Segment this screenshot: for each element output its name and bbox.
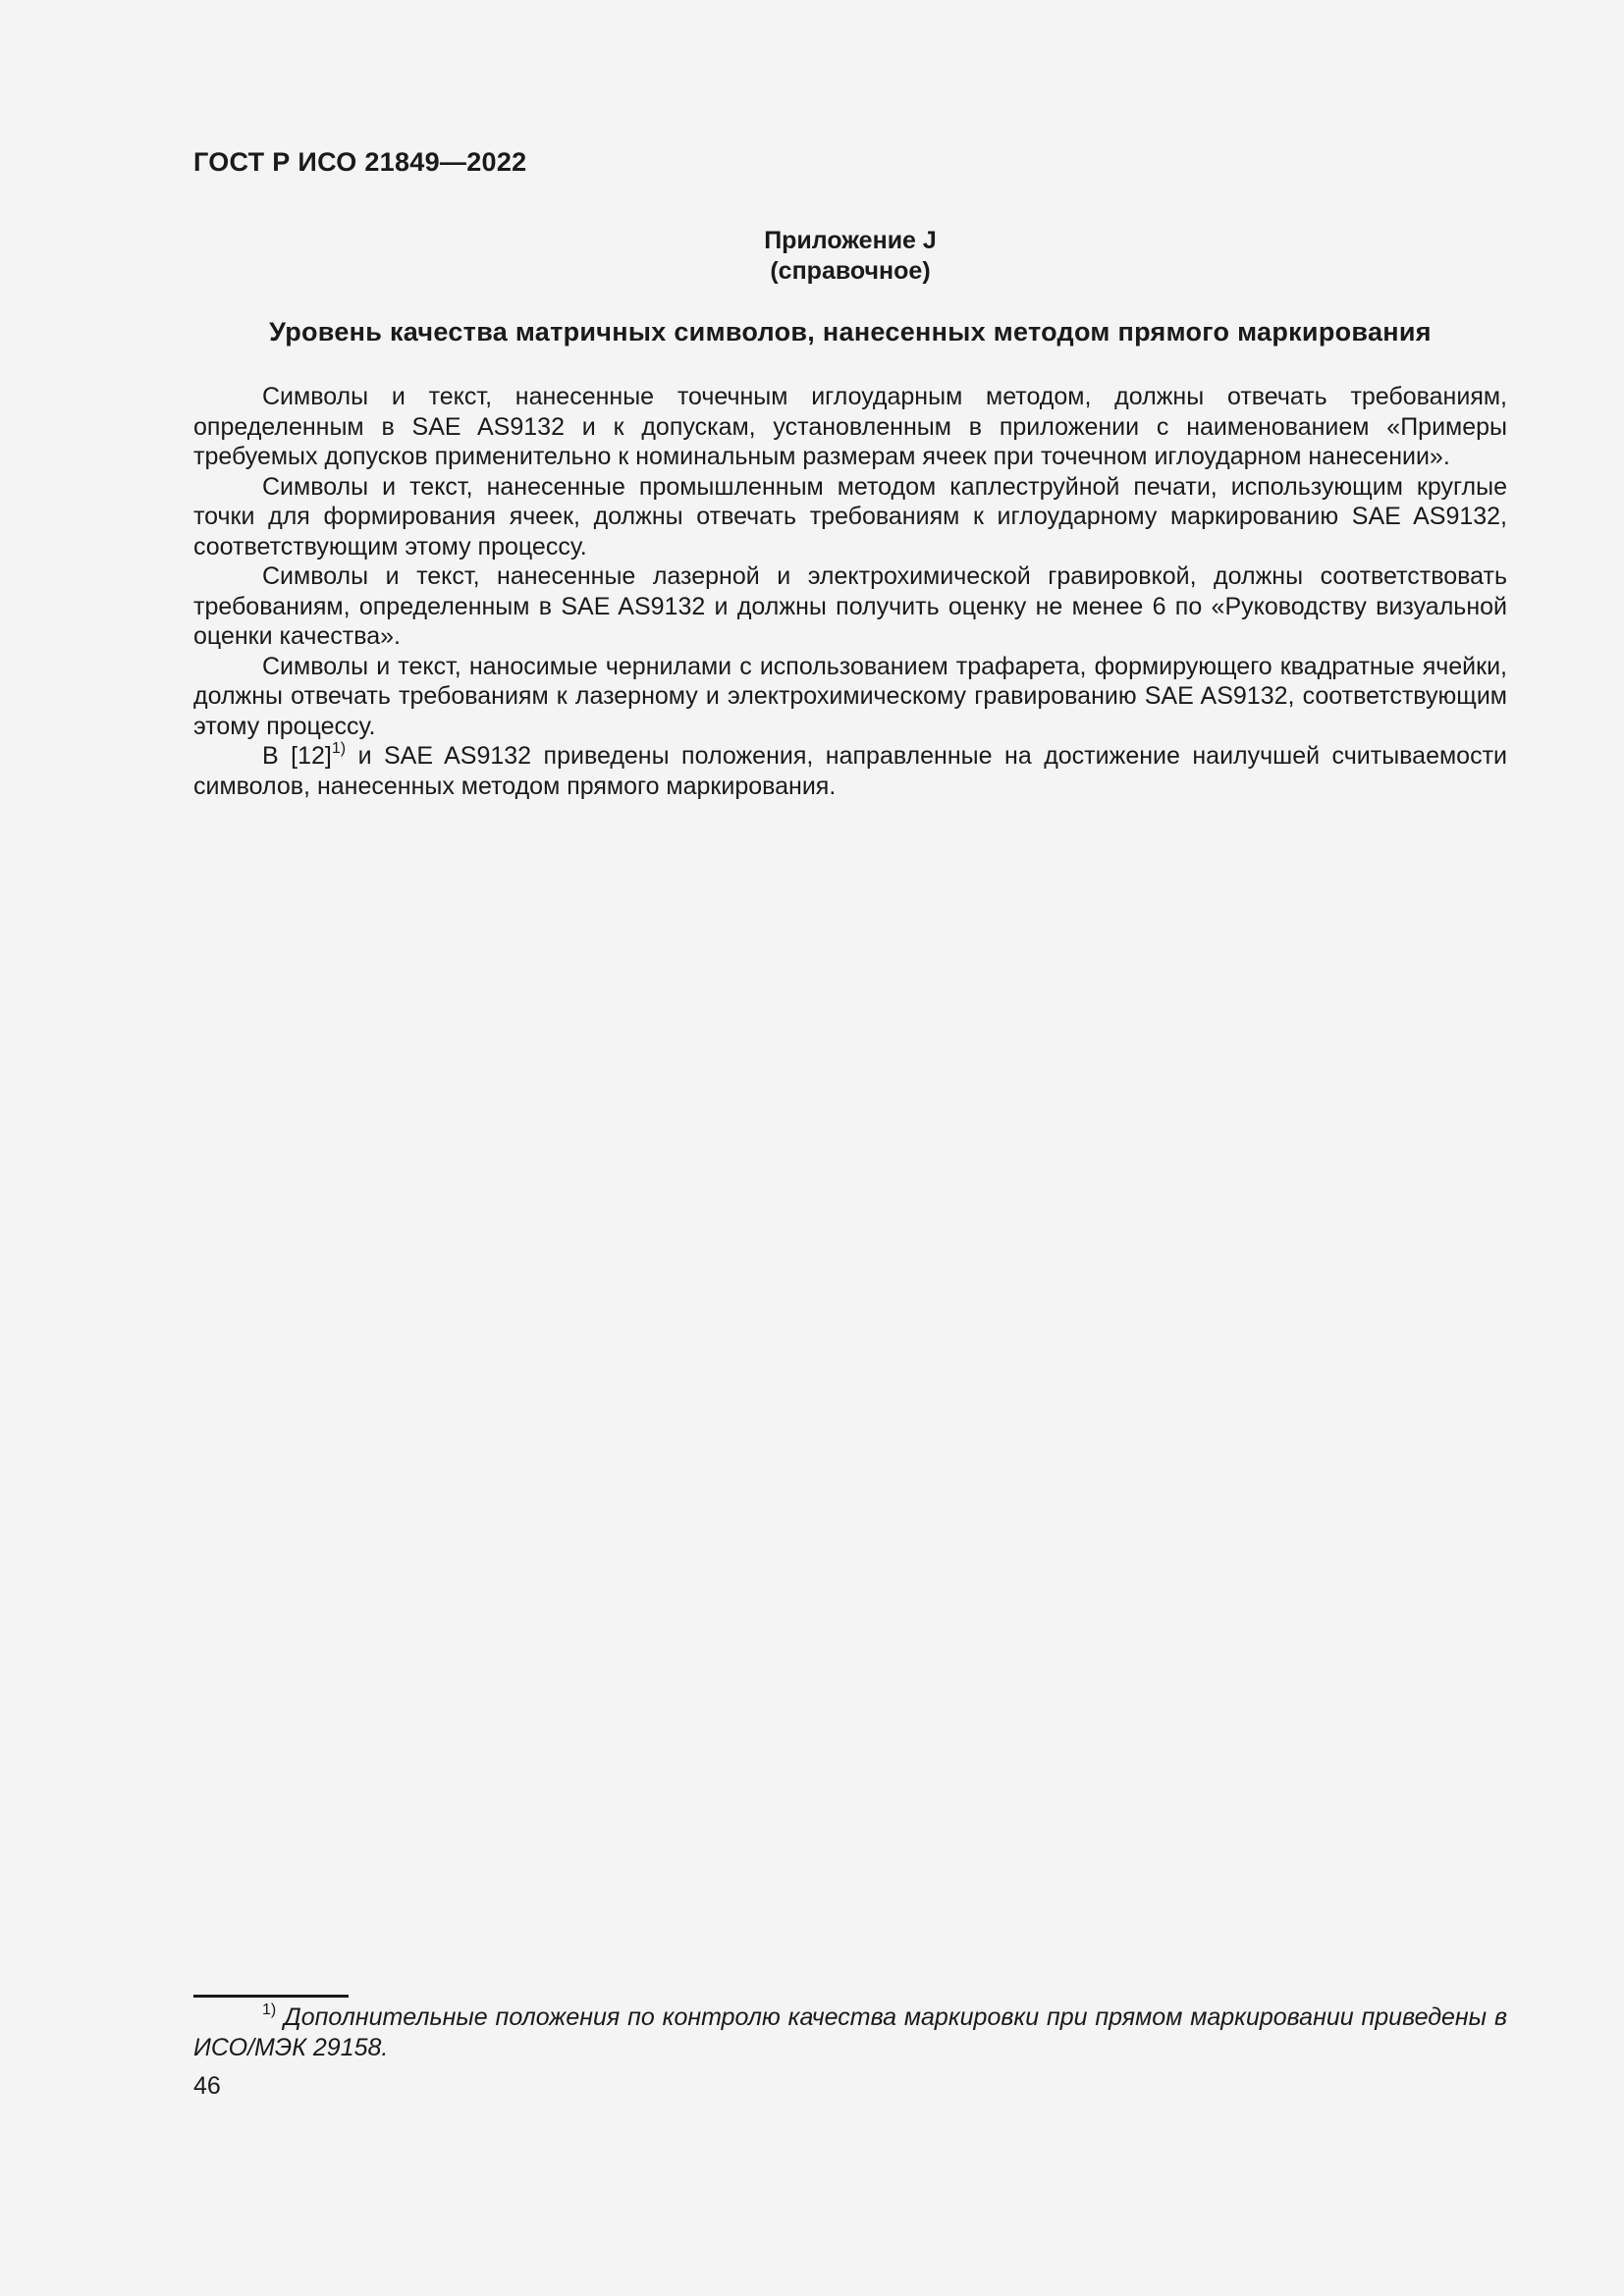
document-header: ГОСТ Р ИСО 21849—2022 xyxy=(193,147,527,177)
paragraph: Символы и текст, нанесенные промышленным методом каплеструйной печати, использующим круглые точки для формирования ячеек, должны отвечать требованиям к иглоударному маркированию SAE AS9132, соответствующим этому процессу. xyxy=(193,472,1507,561)
annex-status: (справочное) xyxy=(770,257,931,285)
paragraph: Символы и текст, нанесенные лазерной и электрохимической гравировкой, должны соответствовать требованиям, определенным в SAE AS9132 и должны получить оценку не менее 6 по «Руководству визуальной оценки качества». xyxy=(193,562,1507,650)
footnote-reference[interactable]: 1) xyxy=(331,740,347,757)
footnote-mark: 1) xyxy=(262,2002,277,2018)
footnote xyxy=(193,2002,1507,2062)
annex-label: Приложение J xyxy=(764,227,937,254)
footnote-text: Дополнительные положения по контролю качества маркировки при прямом маркировании приведены в ИСО/МЭК 29158. xyxy=(193,2003,1507,2061)
annex-body xyxy=(193,382,1507,801)
paragraph: Символы и текст, нанесенные точечным иглоударным методом, должны отвечать требованиям, определенным в SAE AS9132 и к допускам, установленным в приложении с наименованием «Примеры требуемых допусков применительно к номинальным размерам ячеек при точечном иглоударном нанесении». xyxy=(193,383,1507,470)
paragraph xyxy=(193,741,1507,801)
paragraph: Символы и текст, наносимые чернилами с использованием трафарета, формирующего квадратные ячейки, должны отвечать требованиям к лазерному и электрохимическому гравированию SAE AS9132, соответствующим этому процессу. xyxy=(193,652,1507,740)
paragraph-text: В [12] xyxy=(262,742,332,770)
paragraph-text: и SAE AS9132 приведены положения, направленные на достижение наилучшей считываемости символов, нанесенных методом прямого маркирования. xyxy=(193,742,1508,800)
annex-heading xyxy=(193,226,1507,287)
footnote-divider xyxy=(193,1995,349,1998)
annex-title: Уровень качества матричных символов, нанесенных методом прямого маркирования xyxy=(269,317,1432,347)
page-number: 46 xyxy=(193,2072,221,2100)
